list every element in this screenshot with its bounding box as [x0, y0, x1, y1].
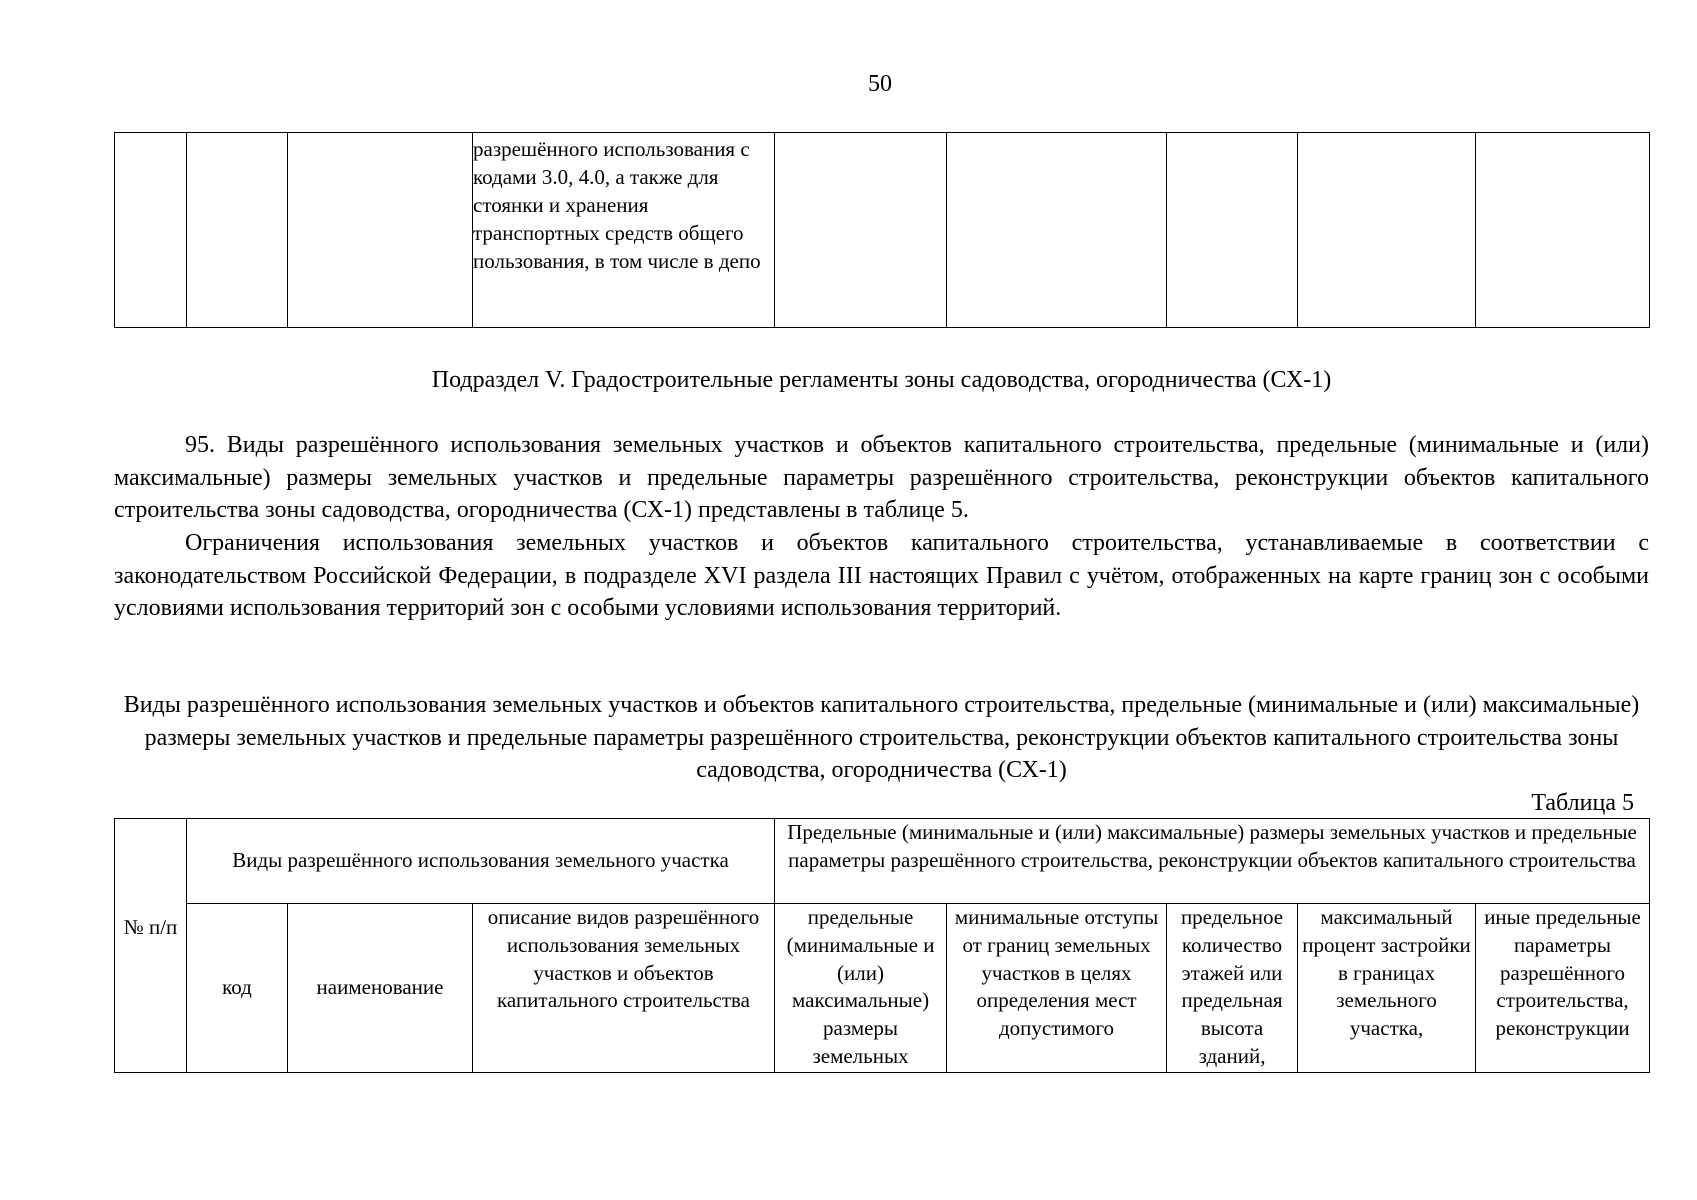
header-sizes: предельные (минимальные и (или) максимальные) размеры земельных	[775, 904, 947, 1073]
header-group-limits: Предельные (минимальные и (или) максимальные) размеры земельных участков и предельные параметры разрешённого строительства, реконструкции объектов капитального строительства	[775, 819, 1650, 904]
table-row	[115, 133, 1650, 328]
header-other: иные предельные параметры разрешённого строительства, реконструкции	[1476, 904, 1650, 1073]
header-setbacks: минимальные отступы от границ земельных участков в целях определения мест допустимого	[947, 904, 1167, 1073]
paragraph: Ограничения использования земельных участков и объектов капитального строительства, устанавливаемые в соответствии с законодательством Российской Федерации, в подразделе XVI раздела III настоящих Правил с учётом, отображенных на карте границ зон с особыми условиями использования территорий зон с особыми условиями использования территорий.	[114, 530, 1649, 621]
header-name: наименование	[288, 904, 473, 1073]
table-caption: Таблица 5	[1531, 790, 1634, 816]
table-5-header	[114, 818, 1650, 1073]
table-cell	[288, 133, 473, 328]
header-floors: предельное количество этажей или предельная высота зданий,	[1167, 904, 1298, 1073]
header-coverage: максимальный процент застройки в границах земельного участка,	[1298, 904, 1476, 1073]
table-cell	[1167, 133, 1298, 328]
table-header-row	[115, 819, 1650, 904]
table-cell	[1476, 133, 1650, 328]
header-code: код	[187, 904, 288, 1073]
table-header-row	[115, 904, 1650, 1073]
continuation-table	[114, 132, 1650, 328]
table-cell	[1298, 133, 1476, 328]
table-title: Виды разрешённого использования земельных участков и объектов капитального строительства, предельные (минимальные и (или) максимальные) размеры земельных участков и предельные параметры разрешённого строительства, реконструкции объектов капитального строительства зоны садоводства, огородничества (СХ-1)	[123, 692, 1640, 783]
paragraph: 95. Виды разрешённого использования земельных участков и объектов капитального строительства, предельные (минимальные и (или) максимальные) размеры земельных участков и предельные параметры разрешённого строительства, реконструкции объектов капитального строительства зоны садоводства, огородничества (СХ-1) представлены в таблице 5.	[114, 432, 1649, 523]
table-cell	[947, 133, 1167, 328]
table-cell-description: разрешённого использования с кодами 3.0, 4.0, а также для стоянки и хранения транспортных средств общего пользования, в том числе в депо	[473, 133, 775, 328]
page-number: 50	[868, 71, 892, 97]
header-description: описание видов разрешённого использования земельных участков и объектов капитального строительства	[473, 904, 775, 1073]
table-cell	[775, 133, 947, 328]
subsection-title: Подраздел V. Градостроительные регламенты зоны садоводства, огородничества (СХ-1)	[431, 367, 1332, 393]
header-number: № п/п	[115, 819, 187, 1073]
header-group-kinds: Виды разрешённого использования земельного участка	[187, 819, 775, 904]
table-cell	[115, 133, 187, 328]
table-cell	[187, 133, 288, 328]
